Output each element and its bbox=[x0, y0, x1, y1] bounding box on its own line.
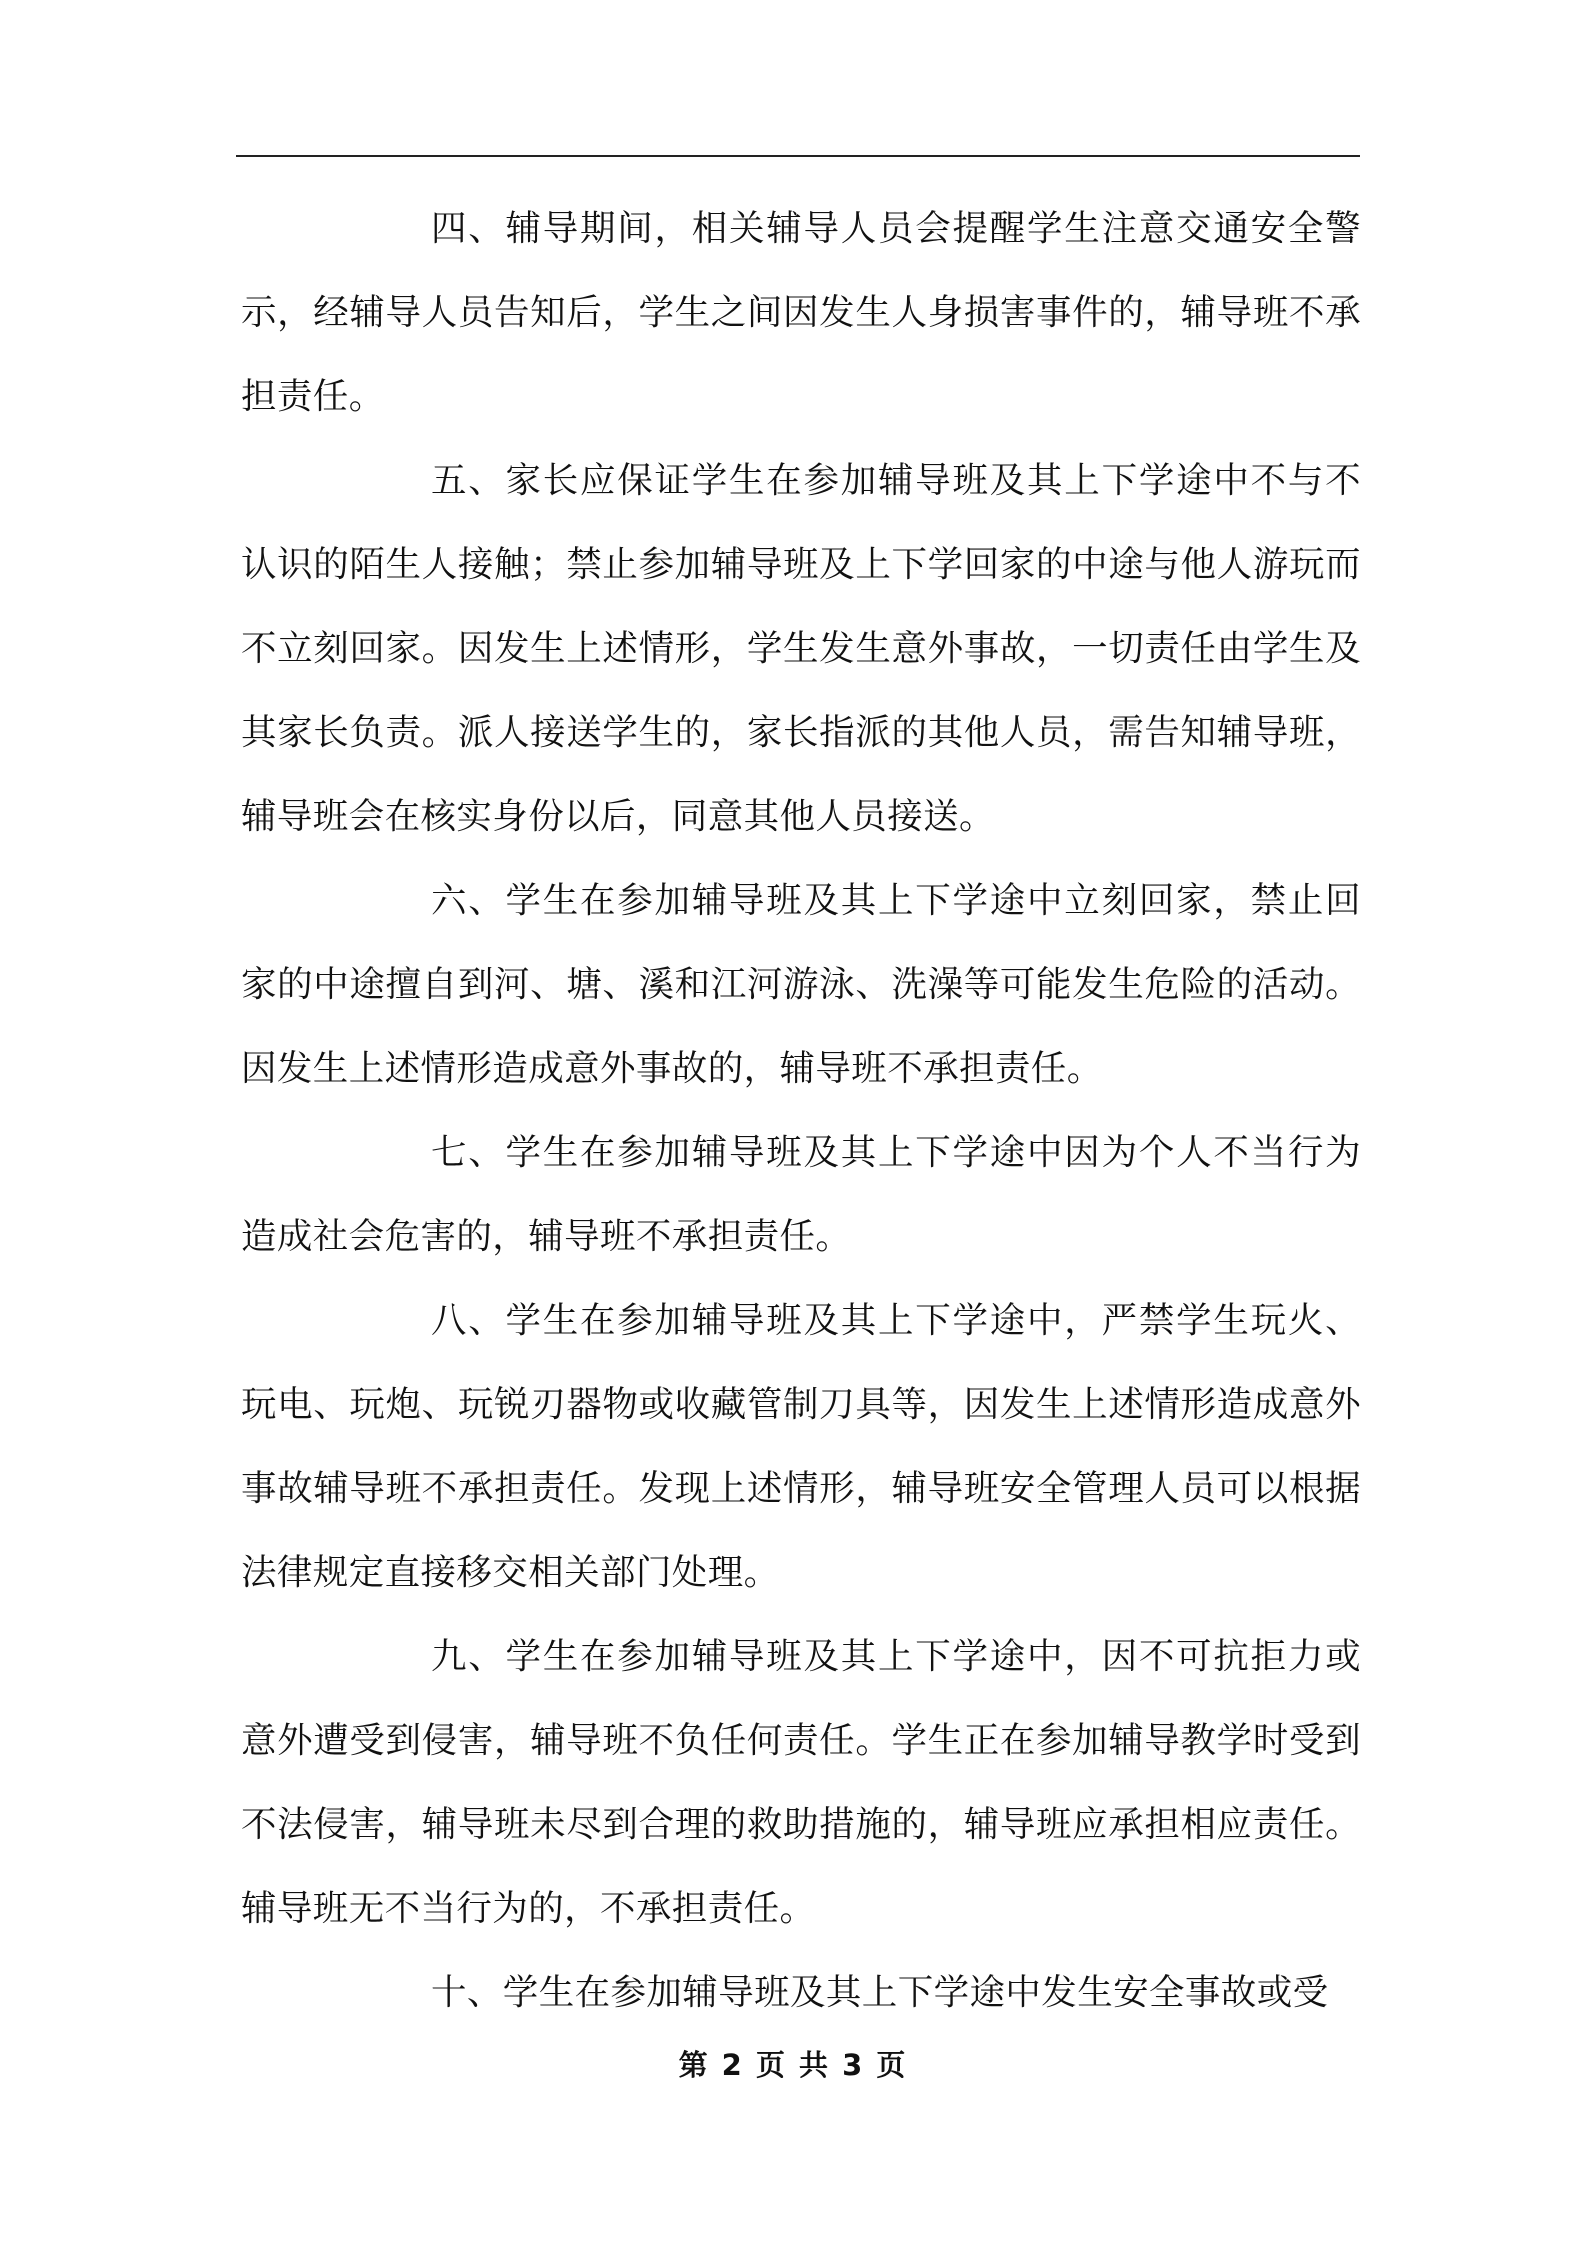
document-body bbox=[241, 187, 1361, 2035]
paragraph-9: 九、学生在参加辅导班及其上下学途中，因不可抗拒力或意外遭受到侵害，辅导班不负任何责任。学生正在参加辅导教学时受到不法侵害，辅导班未尽到合理的救助措施的，辅导班应承担相应责任。辅导班无不当行为的，不承担责任。 bbox=[241, 1636, 1361, 1929]
paragraph-5: 五、家长应保证学生在参加辅导班及其上下学途中不与不认识的陌生人接触；禁止参加辅导班及上下学回家的中途与他人游玩而不立刻回家。因发生上述情形，学生发生意外事故，一切责任由学生及其家长负责。派人接送学生的，家长指派的其他人员，需告知辅导班，辅导班会在核实身份以后，同意其他人员接送。 bbox=[241, 460, 1361, 837]
paragraph-4: 四、辅导期间，相关辅导人员会提醒学生注意交通安全警示，经辅导人员告知后，学生之间因发生人身损害事件的，辅导班不承担责任。 bbox=[241, 208, 1361, 417]
paragraph-6: 六、学生在参加辅导班及其上下学途中立刻回家，禁止回家的中途擅自到河、塘、溪和江河游泳、洗澡等可能发生危险的活动。因发生上述情形造成意外事故的，辅导班不承担责任。 bbox=[241, 880, 1361, 1089]
page-number: 第 2 页 共 3 页 bbox=[678, 2048, 908, 2082]
paragraph-7: 七、学生在参加辅导班及其上下学途中因为个人不当行为造成社会危害的，辅导班不承担责任。 bbox=[241, 1132, 1361, 1257]
paragraph-10: 十、学生在参加辅导班及其上下学途中发生安全事故或受 bbox=[431, 1972, 1329, 2013]
header-rule bbox=[236, 155, 1360, 157]
paragraph-8: 八、学生在参加辅导班及其上下学途中，严禁学生玩火、玩电、玩炮、玩锐刃器物或收藏管制刀具等，因发生上述情形造成意外事故辅导班不承担责任。发现上述情形，辅导班安全管理人员可以根据法律规定直接移交相关部门处理。 bbox=[241, 1300, 1361, 1593]
